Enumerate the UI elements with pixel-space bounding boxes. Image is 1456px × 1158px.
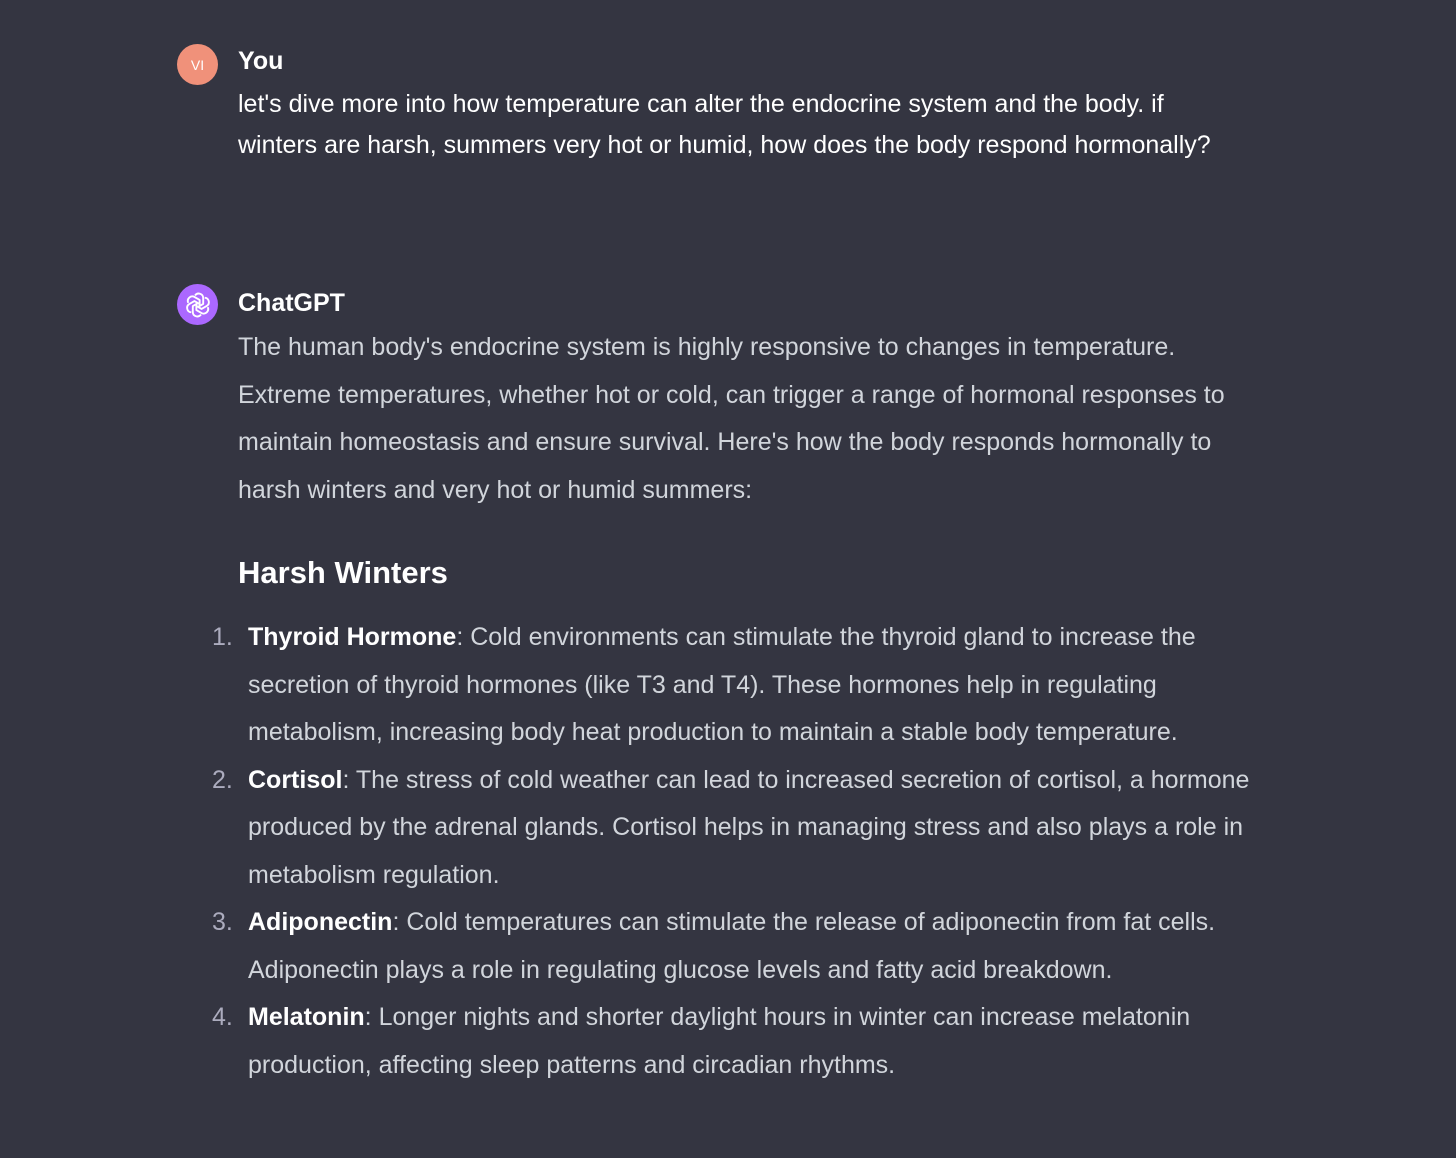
user-avatar-initials: VI [190, 56, 205, 73]
list-item-number: 4. [212, 1003, 233, 1031]
assistant-message [177, 284, 1267, 1144]
assistant-author-name: ChatGPT [238, 289, 345, 317]
assistant-avatar [177, 284, 218, 325]
list-item-number: 1. [212, 623, 233, 651]
list-item-term: Melatonin [248, 1003, 365, 1031]
list-item-number: 3. [212, 908, 233, 936]
user-avatar[interactable] [177, 44, 218, 85]
assistant-intro-paragraph: The human body's endocrine system is highly responsive to changes in temperature. Extreme temperatures, whether hot or cold, can trigger a range of hormonal responses to maintain homeostasis and ensure survival. Here's how the body responds hormonally to harsh winters and very hot or humid summers: [238, 333, 1225, 504]
list-item [212, 994, 1268, 1089]
list-item-text: : Cold temperatures can stimulate the release of adiponectin from fat cells. Adiponectin plays a role in regulating glucose levels and fatty acid breakdown. [248, 908, 1216, 984]
section-heading: Harsh Winters [238, 555, 448, 590]
list-item-text: : The stress of cold weather can lead to increased secretion of cortisol, a hormone produced by the adrenal glands. Cortisol helps in managing stress and also plays a role in metabolism regulation. [248, 765, 1250, 889]
user-message [177, 44, 1267, 214]
list-item [212, 899, 1268, 994]
openai-logo-icon [184, 291, 212, 319]
list-item [212, 757, 1268, 900]
list-item-number: 2. [212, 765, 233, 794]
list-item-text: : Cold environments can stimulate the thyroid gland to increase the secretion of thyroid hormones (like T3 and T4). These hormones help in regulating metabolism, increasing body heat production to maintain a stable body temperature. [248, 623, 1196, 746]
assistant-message-body [212, 324, 1268, 1079]
user-author-name: You [238, 47, 284, 75]
list-item-term: Adiponectin [248, 908, 393, 936]
list-item-term: Cortisol [248, 765, 343, 794]
list-item-text: : Longer nights and shorter daylight hours in winter can increase melatonin production, affecting sleep patterns and circadian rhythms. [248, 1003, 1191, 1079]
hormone-list [212, 614, 1268, 1089]
list-item-term: Thyroid Hormone [248, 623, 457, 651]
list-item [212, 614, 1268, 757]
user-message-text: let's dive more into how temperature can alter the endocrine system and the body. if winters are harsh, summers very hot or humid, how does the body respond hormonally? [238, 90, 1211, 159]
